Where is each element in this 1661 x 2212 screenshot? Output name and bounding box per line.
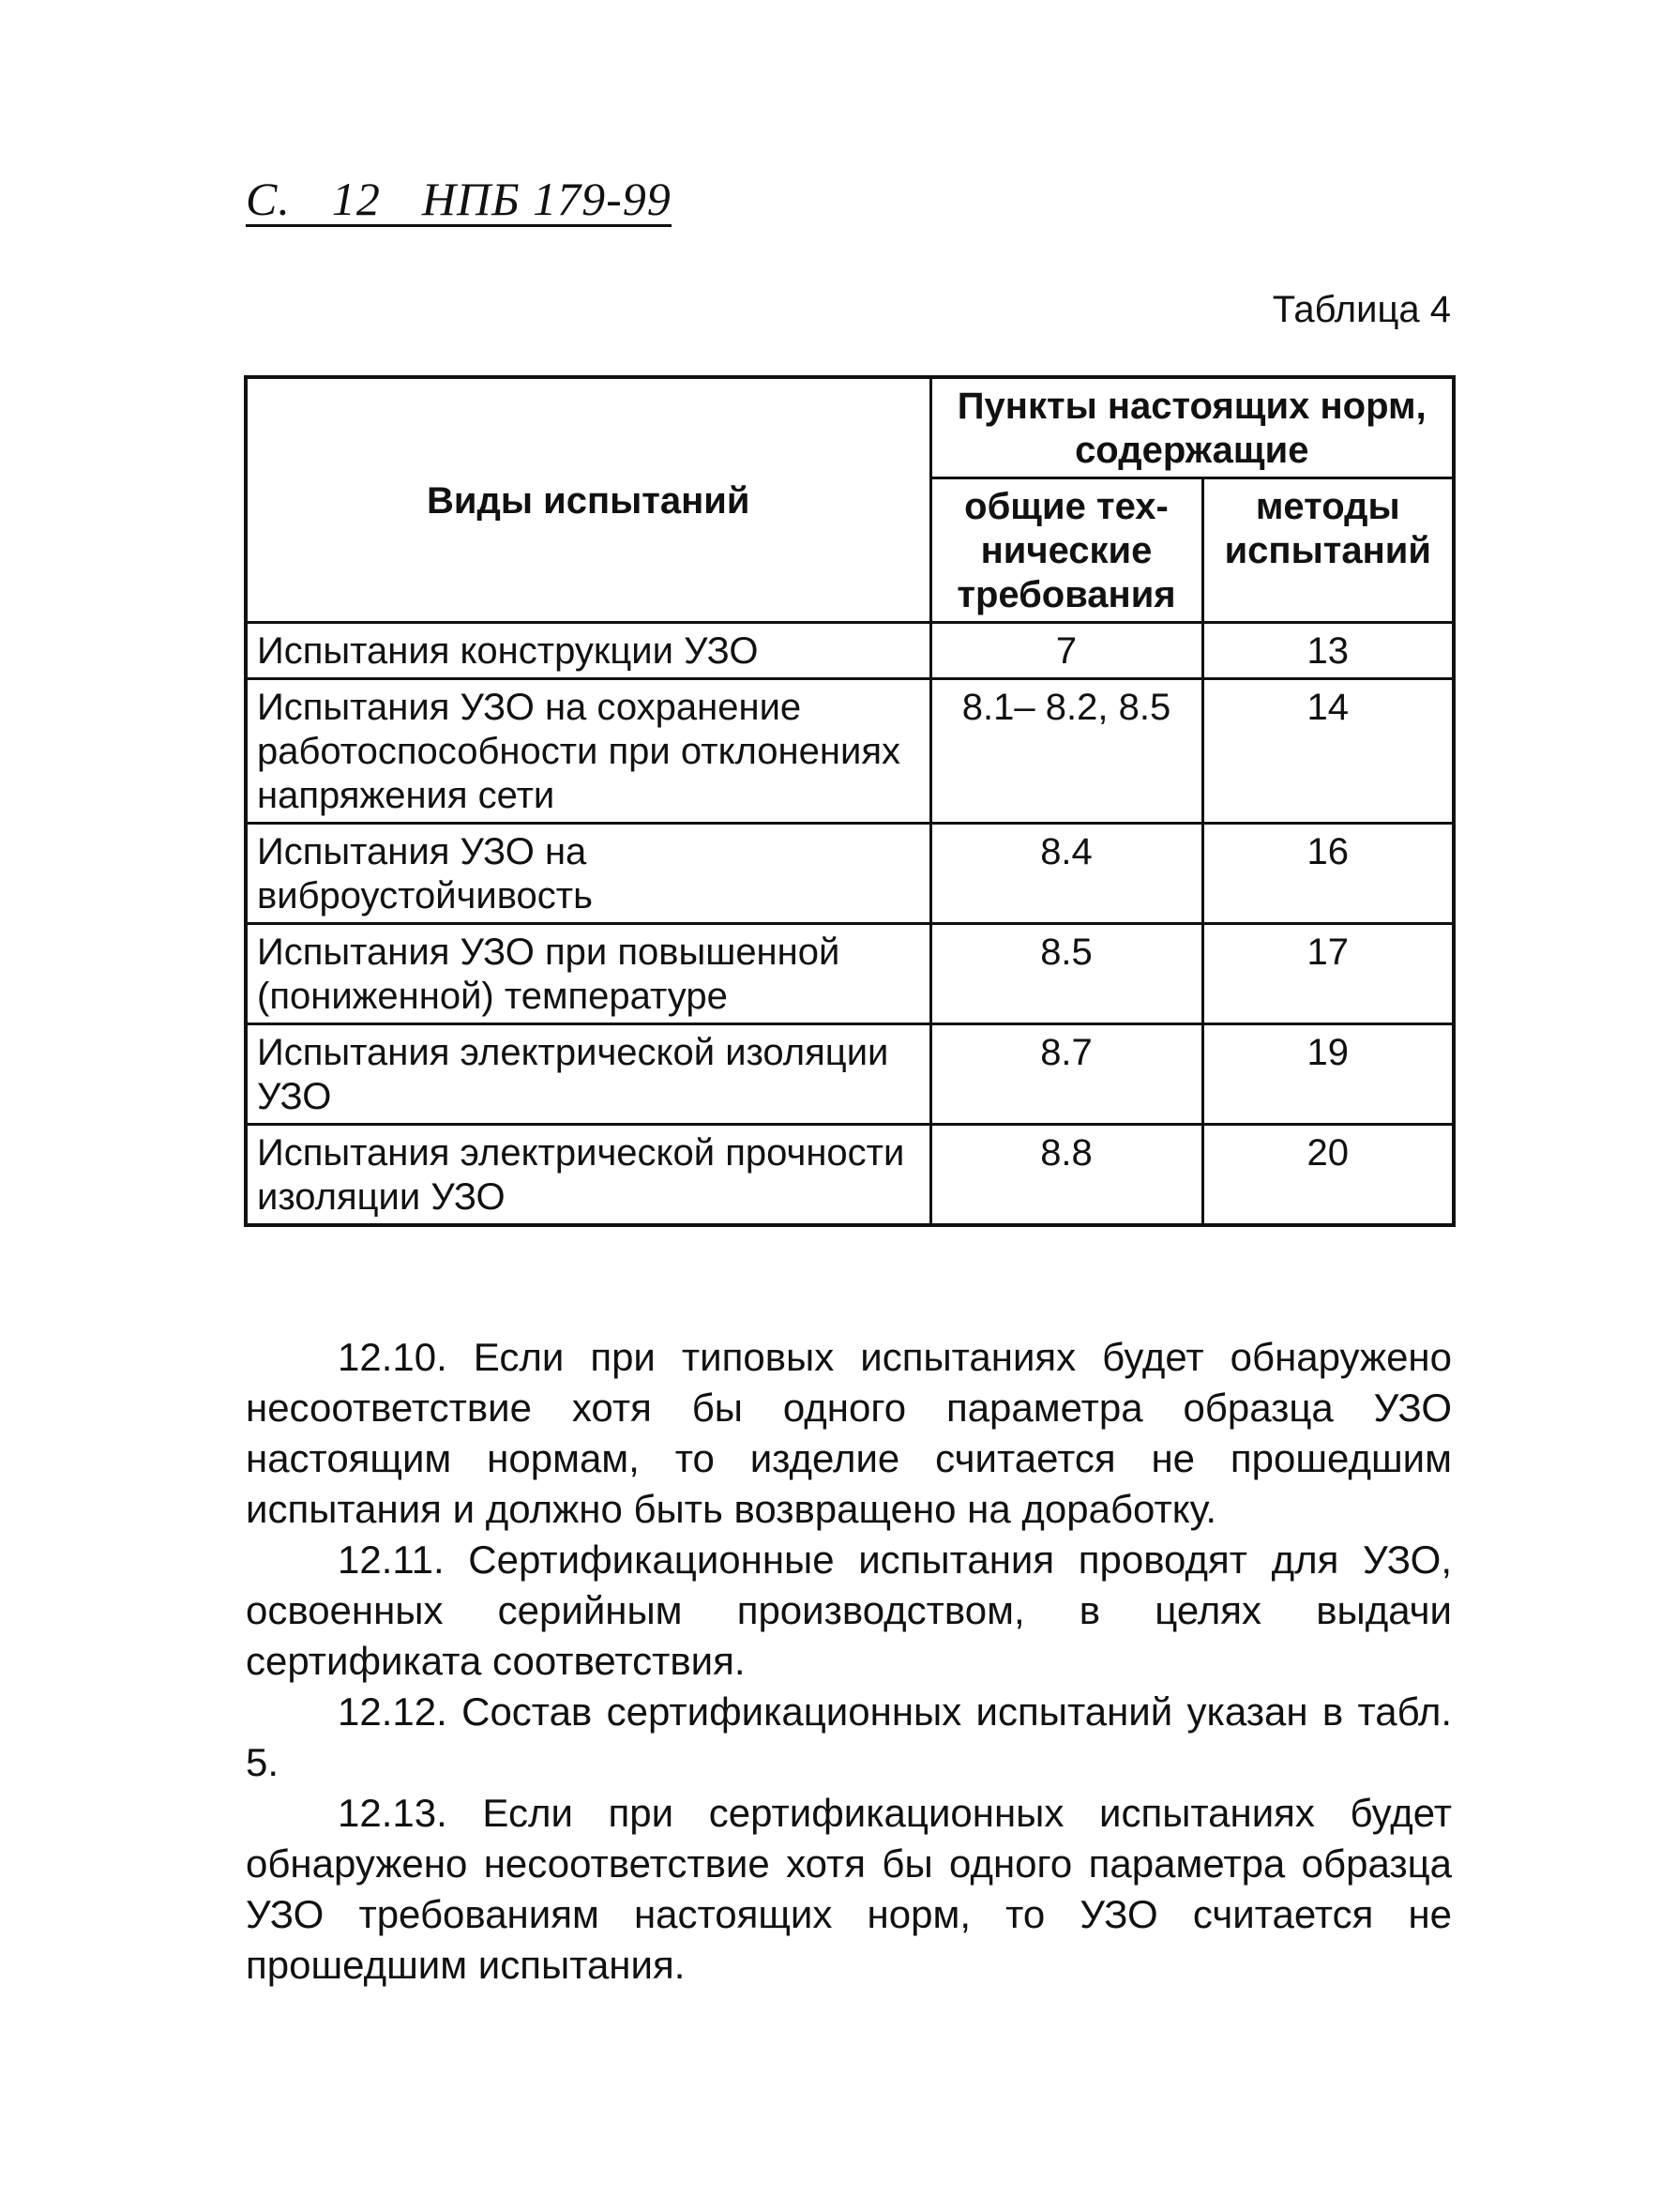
paragraph-12-12: 12.12. Состав сертификационных испытаний указан в табл. 5. bbox=[246, 1689, 1452, 1784]
row-test-name: Испытания электрической изоляции УЗО bbox=[246, 1024, 930, 1125]
row-requirements: 7 bbox=[930, 623, 1202, 679]
row-test-name: Испытания конструкции УЗО bbox=[246, 623, 930, 679]
row-methods: 19 bbox=[1202, 1024, 1454, 1125]
row-requirements: 8.8 bbox=[930, 1125, 1202, 1226]
tests-table bbox=[244, 375, 1456, 1227]
body-text bbox=[246, 1332, 1452, 1991]
row-requirements: 8.5 bbox=[930, 924, 1202, 1024]
header-test-methods: методы испытаний bbox=[1202, 478, 1454, 623]
page-label: С. bbox=[246, 173, 291, 225]
row-methods: 20 bbox=[1202, 1125, 1454, 1226]
header-norm-points: Пункты настоящих норм, содержащие bbox=[930, 377, 1454, 478]
row-requirements: 8.1– 8.2, 8.5 bbox=[930, 679, 1202, 824]
header-test-types: Виды испытаний bbox=[246, 377, 930, 623]
page-header bbox=[246, 173, 672, 227]
row-test-name: Испытания УЗО на виброустойчивость bbox=[246, 824, 930, 924]
paragraph-12-13: 12.13. Если при сертификационных испытаниях будет обнаружено несоответствие хотя бы одного параметра образца УЗО требованиям настоящих норм, то УЗО считается не прошедшим испытания. bbox=[246, 1791, 1452, 1987]
table-row bbox=[246, 1024, 1454, 1125]
row-methods: 13 bbox=[1202, 623, 1454, 679]
row-methods: 17 bbox=[1202, 924, 1454, 1024]
header-general-requirements: общие тех-нические требования bbox=[930, 478, 1202, 623]
document-code: НПБ 179-99 bbox=[421, 173, 672, 225]
page-number: 12 bbox=[331, 173, 381, 225]
row-methods: 14 bbox=[1202, 679, 1454, 824]
row-requirements: 8.4 bbox=[930, 824, 1202, 924]
paragraph-12-11: 12.11. Сертификационные испытания проводят для УЗО, освоенных серийным производством, в целях выдачи сертификата соответствия. bbox=[246, 1538, 1452, 1683]
row-methods: 16 bbox=[1202, 824, 1454, 924]
row-test-name: Испытания электрической прочности изоляции УЗО bbox=[246, 1125, 930, 1226]
table-caption: Таблица 4 bbox=[1272, 289, 1451, 330]
row-requirements: 8.7 bbox=[930, 1024, 1202, 1125]
table-row bbox=[246, 679, 1454, 824]
table-row bbox=[246, 1125, 1454, 1226]
row-test-name: Испытания УЗО при повышенной (пониженной) температуре bbox=[246, 924, 930, 1024]
row-test-name: Испытания УЗО на сохранение работоспособности при отклонениях напряжения сети bbox=[246, 679, 930, 824]
table-row bbox=[246, 824, 1454, 924]
table-row bbox=[246, 924, 1454, 1024]
paragraph-12-10: 12.10. Если при типовых испытаниях будет обнаружено несоответствие хотя бы одного параметра образца УЗО настоящим нормам, то изделие считается не прошедшим испытания и должно быть возвращено на доработку. bbox=[246, 1335, 1452, 1531]
table-row bbox=[246, 623, 1454, 679]
